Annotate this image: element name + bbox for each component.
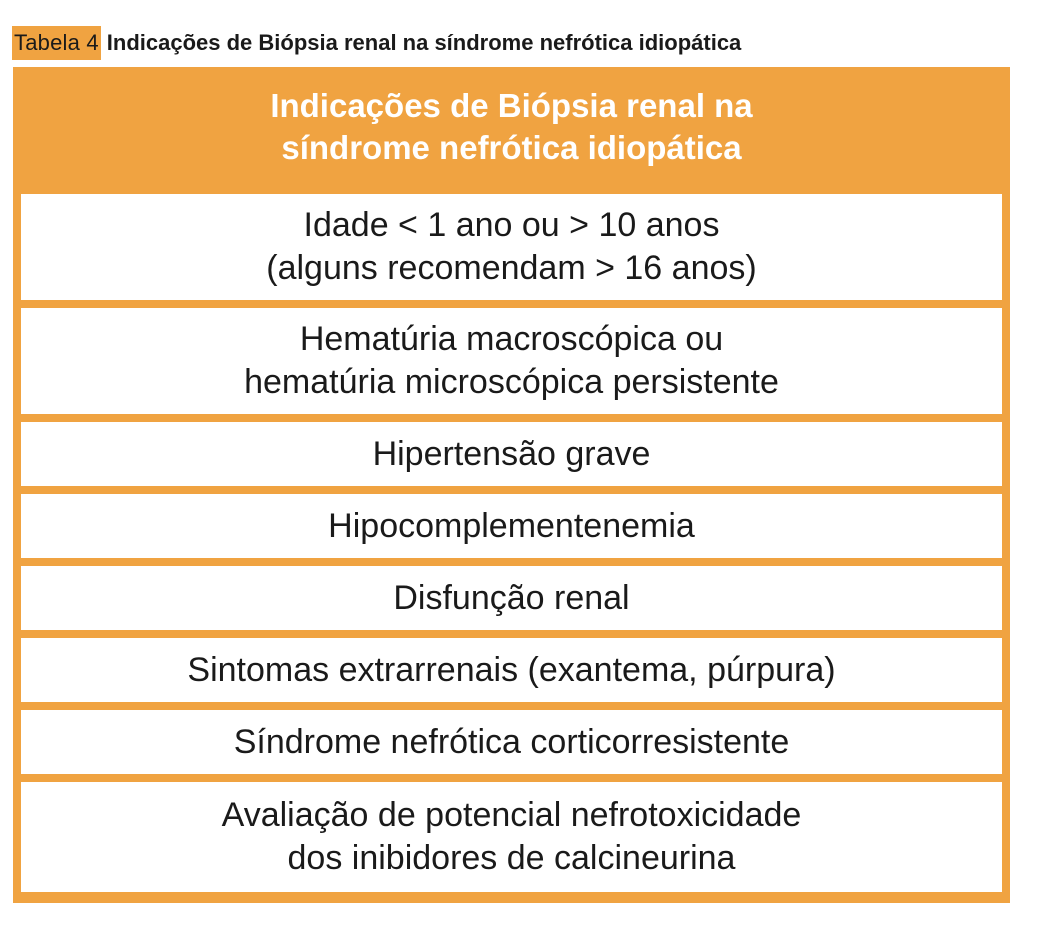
indications-table: [13, 67, 1010, 903]
row-line-1: Síndrome nefrótica corticorresistente: [233, 722, 790, 761]
table-row: [21, 710, 1002, 774]
row-line-2: (alguns recomendam > 16 anos): [266, 249, 757, 287]
table-caption: [12, 26, 741, 60]
row-line-1: Sintomas extrarrenais (exantema, púrpura): [187, 650, 836, 689]
table-row: [21, 638, 1002, 702]
table-row: [21, 308, 1002, 414]
caption-label: Tabela 4: [12, 26, 101, 60]
row-line-1: Hipocomplementenemia: [328, 506, 695, 545]
row-line-1: Avaliação de potencial nefrotoxicidade: [221, 796, 802, 834]
row-line-2: hematúria microscópica persistente: [244, 363, 779, 401]
table-header-line-1: Indicações de Biópsia renal na: [270, 86, 753, 124]
row-line-2: dos inibidores de calcineurina: [287, 839, 736, 877]
row-line-1: Idade < 1 ano ou > 10 anos: [303, 206, 720, 244]
row-line-1: Hematúria macroscópica ou: [299, 320, 724, 358]
table-header-line-2: síndrome nefrótica idiopática: [281, 128, 742, 166]
table-row: [21, 566, 1002, 630]
table-header: [21, 67, 1002, 186]
table-row: [21, 194, 1002, 300]
row-line-1: Hipertensão grave: [372, 434, 651, 473]
table-row: [21, 782, 1002, 892]
table-row: [21, 422, 1002, 486]
caption-title: Indicações de Biópsia renal na síndrome nefrótica idiopática: [106, 30, 742, 55]
table-row: [21, 494, 1002, 558]
row-line-1: Disfunção renal: [393, 578, 630, 617]
